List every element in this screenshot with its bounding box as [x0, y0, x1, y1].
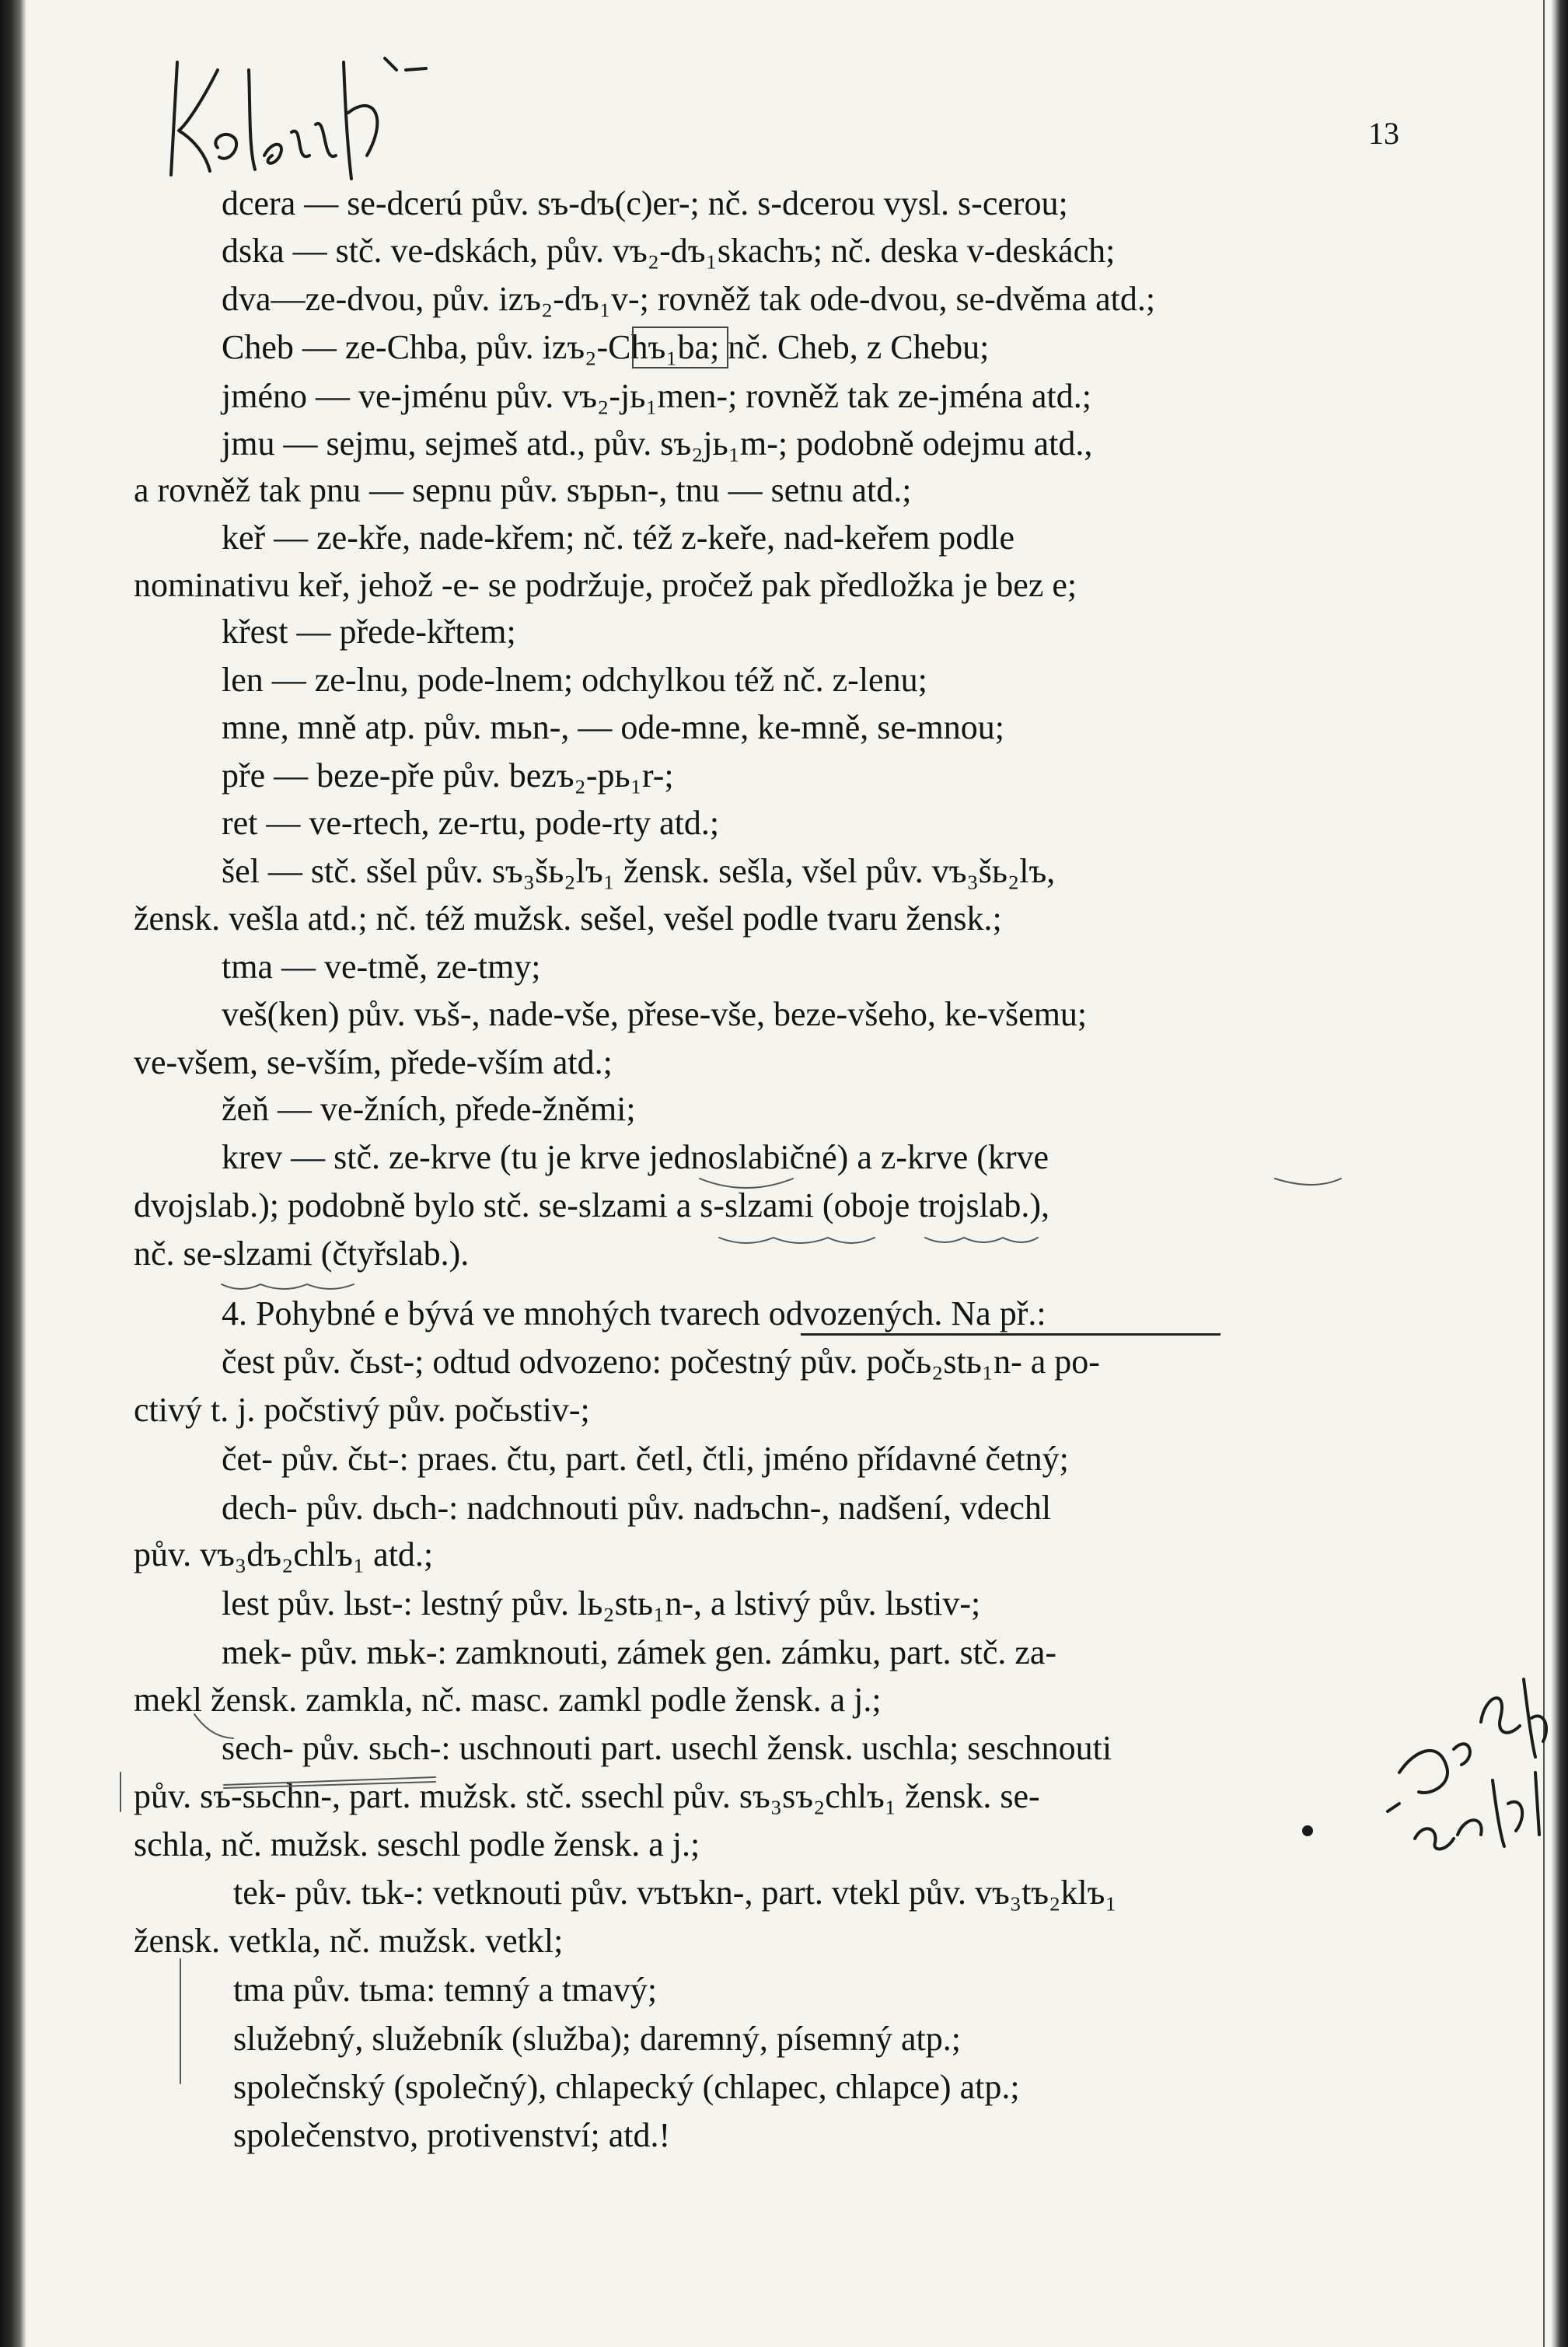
text-line: jméno — ve-jménu pův. vъ₂-jь₁men-; rovněž tak ze-jména atd.; [222, 377, 1091, 415]
text-line: dcera — se-dcerú pův. sъ-dъ(c)er-; nč. s-dcerou vysl. s-cerou; [222, 184, 1068, 222]
text-line: žensk. vetkla, nč. mužsk. vetkl; [134, 1922, 564, 1960]
text-line: nominativu keř, jehož -e- se podržuje, pročež pak předložka je bez e; [134, 566, 1077, 604]
text-line: pře — beze-pře pův. bezъ₂-pь₁r-; [222, 756, 674, 795]
text-line: schla, nč. mužsk. seschl podle žensk. a j.; [134, 1825, 700, 1863]
text-line: krev — stč. ze-krve (tu je krve jednoslabičné) a z-krve (krve [222, 1138, 1049, 1176]
page-number: 13 [1368, 116, 1399, 151]
text-line: ret — ve-rtech, ze-rtu, pode-rty atd.; [222, 804, 720, 842]
text-line: žeň — ve-žních, přede-žněmi; [222, 1090, 636, 1128]
handwritten-margin-note [1384, 1648, 1563, 1881]
text-line: sech- pův. sьch-: uschnouti part. usechl žensk. uschla; seschnouti [222, 1729, 1112, 1767]
text-line: křest — přede-křtem; [222, 613, 516, 651]
text-line: dech- pův. dьch-: nadchnouti pův. nadъchn-, nadšení, vdechl [222, 1489, 1052, 1527]
text-line: ctivý t. j. počstivý pův. počьstiv-; [134, 1391, 590, 1429]
text-line: čest pův. čьst-; odtud odvozeno: počestný pův. počь₂stь₁n- a po- [222, 1343, 1100, 1381]
text-line: čet- pův. čьt-: praes. čtu, part. četl, čtli, jméno přídavné četný; [222, 1440, 1069, 1478]
text-line: služebný, služebník (služba); daremný, písemný atp.; [233, 2020, 961, 2058]
text-line: len — ze-lnu, pode-lnem; odchylkou též nč. z-lenu; [222, 661, 927, 699]
text-line: šel — stč. sšel pův. sъ₃šь₂lъ₁ žensk. sešla, všel pův. vъ₃šь₂lъ, [222, 852, 1056, 890]
text-line: společnský (společný), chlapecký (chlapec, chlapce) atp.; [233, 2068, 1020, 2106]
text-line: tma — ve-tmě, ze-tmy; [222, 948, 541, 986]
text-line: společenstvo, protivenství; atd.! [233, 2116, 671, 2154]
text-line: keř — ze-kře, nade-křem; nč. též z-keře, nad-keřem podle [222, 519, 1014, 557]
section-heading-line: 4. Pohybné e bývá ve mnohých tvarech odvozených. Na př.: [222, 1294, 1046, 1332]
text-line: dva—ze-dvou, pův. izъ₂-dъ₁v-; rovněž tak ode-dvou, se-dvěma atd.; [222, 280, 1156, 318]
text-line: dvojslab.); podobně bylo stč. se-slzami a s-slzami (oboje trojslab.), [134, 1186, 1049, 1224]
text-line: tek- pův. tьk-: vetknouti pův. vъtъkn-, part. vtekl pův. vъ₃tъ₂klъ₁ [233, 1874, 1117, 1912]
text-line: mekl žensk. zamkla, nč. masc. zamkl podle žensk. a j.; [134, 1681, 882, 1719]
text-line: pův. sъ-sьchn-, part. mužsk. stč. ssechl pův. sъ₃sъ₂chlъ₁ žensk. se- [134, 1777, 1040, 1815]
text-line: mne, mně atp. pův. mьn-, — ode-mne, ke-mně, se-mnou; [222, 708, 1004, 746]
text-line: Cheb — ze-Chba, pův. izъ₂-Chъ₁ba; nč. Cheb, z Chebu; [222, 328, 990, 366]
text-line: dska — stč. ve-dskách, pův. vъ₂-dъ₁skachъ; nč. deska v-deskách; [222, 232, 1116, 270]
text-line: pův. vъ₃dъ₂chlъ₁ atd.; [134, 1535, 434, 1573]
text-line: žensk. vešla atd.; nč. též mužsk. sešel, vešel podle tvaru žensk.; [134, 899, 1002, 938]
text-line: lest pův. lьst-: lestný pův. lь₂stь₁n-, a lstivý pův. lьstiv-; [222, 1584, 981, 1622]
text-line: veš(ken) pův. vьš-, nade-vše, přese-vše, beze-všeho, ke-všemu; [222, 995, 1088, 1033]
text-line: mek- pův. mьk-: zamknouti, zámek gen. zámku, part. stč. za- [222, 1633, 1057, 1671]
text-line: jmu — sejmu, sejmeš atd., pův. sъ₂jь₁m-; podobně odejmu atd., [222, 424, 1093, 463]
text-line: tma pův. tьma: temný a tmavý; [233, 1971, 658, 2009]
text-line: a rovněž tak pnu — sepnu pův. sъpьn-, tnu — setnu atd.; [134, 471, 912, 509]
text-line: ve-všem, se-vším, přede-vším atd.; [134, 1043, 613, 1081]
text-line: nč. se-slzami (čtyřslab.). [134, 1235, 470, 1273]
ink-dot [1302, 1825, 1313, 1836]
